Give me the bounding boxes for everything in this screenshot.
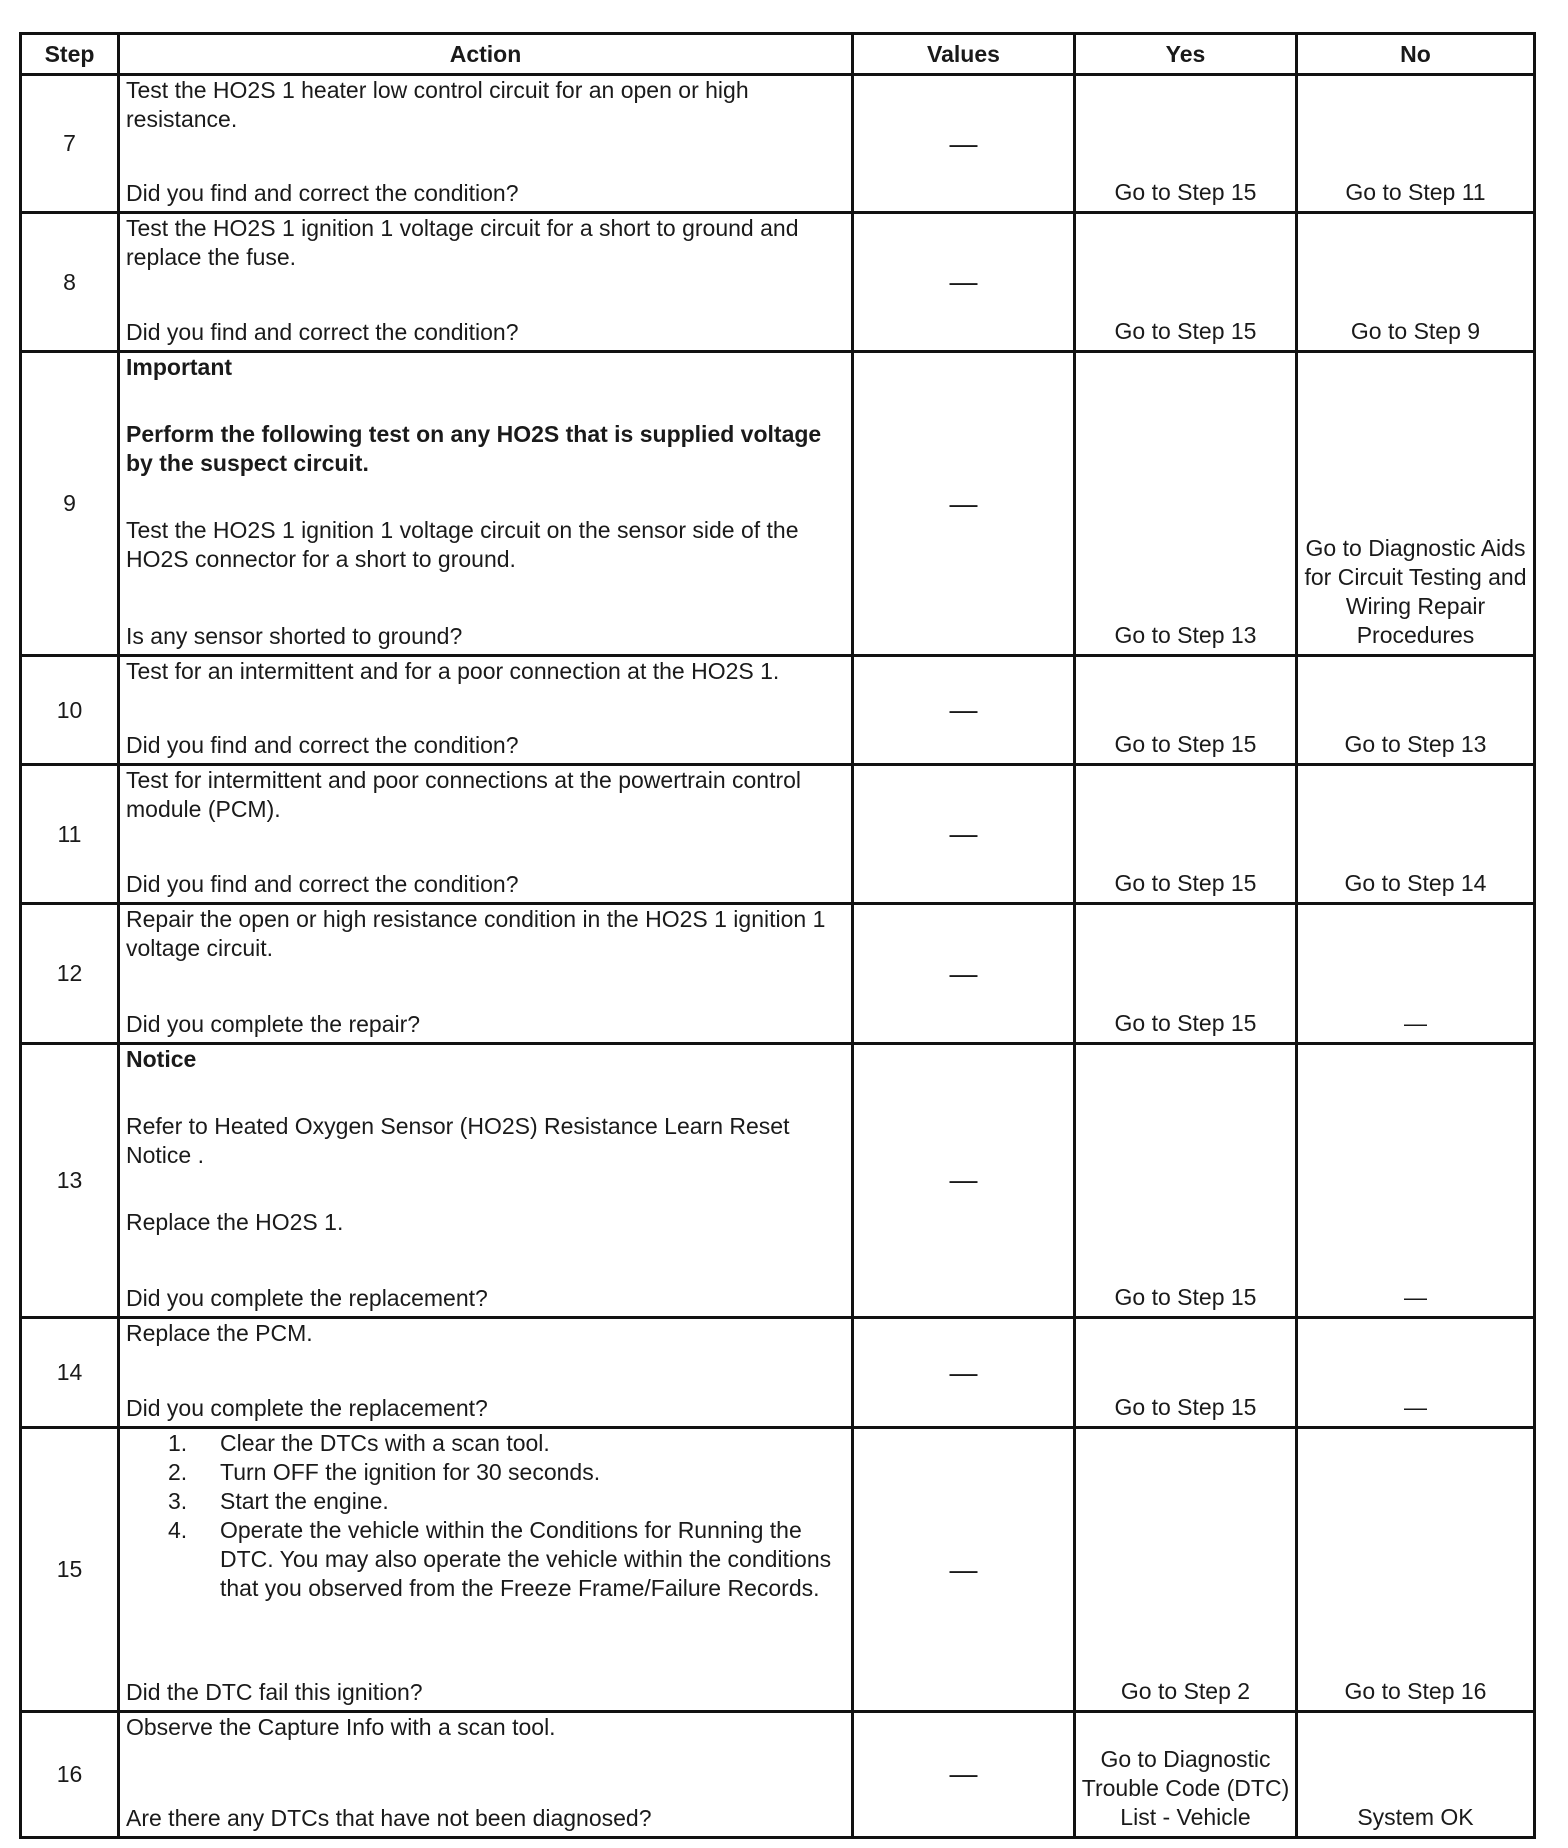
action-content — [126, 353, 843, 651]
action-steps-list — [126, 1429, 843, 1603]
no-cell: Go to Step 14 — [1297, 765, 1535, 904]
step-number: 15 — [21, 1428, 119, 1711]
paragraph-spacer — [126, 1237, 843, 1284]
values-cell: — — [853, 655, 1075, 764]
no-cell: Go to Step 11 — [1297, 75, 1535, 213]
no-cell: System OK — [1297, 1711, 1535, 1837]
paragraph-spacer — [126, 134, 843, 179]
no-cell: — — [1297, 904, 1535, 1043]
list-item: Start the engine. — [220, 1488, 389, 1515]
action-content — [126, 1319, 843, 1423]
action-question: Did you find and correct the condition? — [126, 871, 519, 898]
step-number: 12 — [21, 904, 119, 1043]
paragraph-spacer — [126, 824, 843, 870]
action-cell — [119, 655, 853, 764]
table-row — [21, 1043, 1535, 1317]
action-question: Is any sensor shorted to ground? — [126, 622, 463, 649]
table-row — [21, 904, 1535, 1043]
values-cell: — — [853, 1318, 1075, 1428]
values-cell: — — [853, 765, 1075, 904]
action-cell — [119, 765, 853, 904]
yes-cell: Go to Step 15 — [1075, 213, 1297, 352]
header-action: Action — [119, 34, 853, 75]
header-values: Values — [853, 34, 1075, 75]
action-text: Repair the open or high resistance condition in the HO2S 1 ignition 1 voltage circuit. — [126, 906, 826, 962]
paragraph-spacer — [126, 574, 843, 622]
action-text: Replace the PCM. — [126, 1320, 313, 1347]
paragraph-spacer — [126, 1348, 843, 1394]
no-cell: — — [1297, 1318, 1535, 1428]
step-number: 9 — [21, 352, 119, 656]
paragraph-spacer — [126, 1742, 843, 1804]
header-row — [21, 34, 1535, 75]
yes-cell: Go to Step 15 — [1075, 1043, 1297, 1317]
action-content — [126, 905, 843, 1038]
action-question: Did you find and correct the condition? — [126, 732, 519, 759]
action-question: Did the DTC fail this ignition? — [126, 1678, 423, 1705]
yes-cell: Go to Step 15 — [1075, 904, 1297, 1043]
table-row — [21, 1711, 1535, 1837]
action-important-note: Perform the following test on any HO2S that is supplied voltage by the suspect circuit. — [126, 421, 822, 477]
no-cell: Go to Step 16 — [1297, 1428, 1535, 1711]
values-cell: — — [853, 352, 1075, 656]
yes-cell: Go to Step 13 — [1075, 352, 1297, 656]
header-yes: Yes — [1075, 34, 1297, 75]
header-step: Step — [21, 34, 119, 75]
table-row — [21, 75, 1535, 213]
step-number: 10 — [21, 655, 119, 764]
action-question: Are there any DTCs that have not been diagnosed? — [126, 1805, 652, 1831]
no-cell: Go to Diagnostic Aids for Circuit Testing and Wiring Repair Procedures — [1297, 352, 1535, 656]
action-text: Test for an intermittent and for a poor connection at the HO2S 1. — [126, 657, 780, 684]
action-content — [126, 1045, 843, 1313]
action-question: Did you find and correct the condition? — [126, 180, 519, 207]
action-content — [126, 1429, 843, 1706]
yes-cell: Go to Step 15 — [1075, 75, 1297, 213]
action-cell — [119, 1043, 853, 1317]
values-cell: — — [853, 1711, 1075, 1837]
table-row — [21, 352, 1535, 656]
step-number: 13 — [21, 1043, 119, 1317]
paragraph-spacer — [126, 963, 843, 1009]
action-content — [126, 657, 843, 760]
action-cell — [119, 1428, 853, 1711]
action-text: Replace the HO2S 1. — [126, 1208, 344, 1235]
step-number: 16 — [21, 1711, 119, 1837]
paragraph-spacer — [126, 272, 843, 318]
values-cell: — — [853, 1043, 1075, 1317]
yes-cell: Go to Step 15 — [1075, 765, 1297, 904]
action-content — [126, 1713, 843, 1833]
yes-cell: Go to Step 2 — [1075, 1428, 1297, 1711]
step-number: 14 — [21, 1318, 119, 1428]
list-item: Operate the vehicle within the Conditions for Running the DTC. You may also operate the vehicle within the conditions that you observed from the Freeze Frame/Failure Records. — [220, 1517, 832, 1602]
paragraph-spacer — [126, 1170, 843, 1208]
values-cell: — — [853, 75, 1075, 213]
yes-cell: Go to Step 15 — [1075, 655, 1297, 764]
action-content — [126, 76, 843, 208]
action-cell — [119, 75, 853, 213]
action-cell — [119, 213, 853, 352]
paragraph-spacer — [126, 1603, 843, 1677]
table-row — [21, 655, 1535, 764]
list-item: Clear the DTCs with a scan tool. — [220, 1430, 550, 1457]
step-number: 7 — [21, 75, 119, 213]
paragraph-spacer — [126, 1074, 843, 1112]
diagnostic-table — [19, 32, 1536, 1839]
action-text: Observe the Capture Info with a scan tool. — [126, 1713, 556, 1740]
action-content — [126, 214, 843, 347]
step-number: 8 — [21, 213, 119, 352]
paragraph-spacer — [126, 382, 843, 420]
table-row — [21, 213, 1535, 352]
table-row — [21, 765, 1535, 904]
action-cell — [119, 352, 853, 656]
action-text: Test for intermittent and poor connections at the powertrain control module (PCM). — [126, 767, 802, 823]
action-text: Test the HO2S 1 ignition 1 voltage circuit for a short to ground and replace the fuse. — [126, 215, 799, 271]
table-row — [21, 1318, 1535, 1428]
no-cell: Go to Step 9 — [1297, 213, 1535, 352]
values-cell: — — [853, 1428, 1075, 1711]
action-question: Did you complete the repair? — [126, 1010, 421, 1037]
yes-cell: Go to Step 15 — [1075, 1318, 1297, 1428]
action-text: Test the HO2S 1 heater low control circuit for an open or high resistance. — [126, 77, 749, 132]
values-cell: — — [853, 904, 1075, 1043]
step-number: 11 — [21, 765, 119, 904]
action-cell — [119, 904, 853, 1043]
action-question: Did you find and correct the condition? — [126, 319, 519, 346]
paragraph-spacer — [126, 686, 843, 731]
action-text: Refer to Heated Oxygen Sensor (HO2S) Resistance Learn Reset Notice . — [126, 1112, 790, 1168]
no-cell: — — [1297, 1043, 1535, 1317]
action-text: Test the HO2S 1 ignition 1 voltage circuit on the sensor side of the HO2S connector for a short to ground. — [126, 517, 799, 573]
table-body — [21, 75, 1535, 1838]
action-cell — [119, 1318, 853, 1428]
paragraph-spacer — [126, 478, 843, 516]
values-cell: — — [853, 213, 1075, 352]
action-cell — [119, 1711, 853, 1837]
list-item: Turn OFF the ignition for 30 seconds. — [220, 1459, 601, 1486]
yes-cell: Go to Diagnostic Trouble Code (DTC) List - Vehicle — [1075, 1711, 1297, 1837]
action-content — [126, 766, 843, 899]
table-row — [21, 1428, 1535, 1711]
action-question: Did you complete the replacement? — [126, 1285, 488, 1312]
action-question: Did you complete the replacement? — [126, 1395, 488, 1422]
action-heading: Notice — [126, 1045, 197, 1072]
action-heading: Important — [126, 354, 233, 381]
no-cell: Go to Step 13 — [1297, 655, 1535, 764]
header-no: No — [1297, 34, 1535, 75]
